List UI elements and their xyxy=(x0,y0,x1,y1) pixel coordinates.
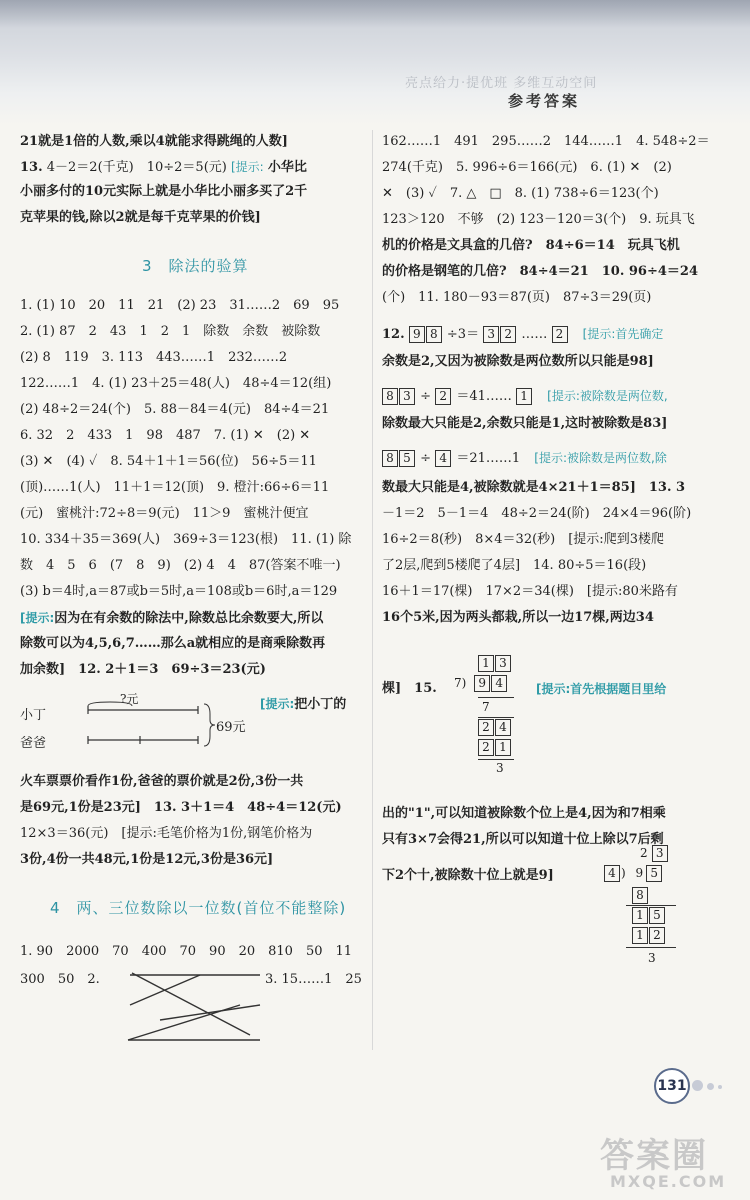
decor-dot xyxy=(707,1083,714,1090)
text-line: 出的"1",可以知道被除数个位上是4,因为和7相乘 xyxy=(382,806,666,821)
text-line: (个) 11. 180－93＝87(页) 87÷3＝29(页) xyxy=(382,290,652,305)
long-division-1: 1 3 7) 9 4 7 2 4 2 1 3 xyxy=(454,655,534,780)
text-line: 数最大只能是4,被除数就是4×21＋1＝85] 13. 3 xyxy=(382,480,686,495)
text-line: 棵] 15. xyxy=(382,681,437,696)
text-line: 除数可以为4,5,6,7……那么a就相应的是商乘除数再 xyxy=(20,636,326,651)
text-line: 了2层,爬到5楼爬了4层] 14. 80÷5＝16(段) xyxy=(382,558,647,573)
text-line: 下2个十,被除数十位上就是9] xyxy=(382,868,554,883)
text-line: 1. 90 2000 70 400 70 90 20 810 50 11 xyxy=(20,944,353,959)
text-line: 机的价格是文具盒的几倍? 84÷6＝14 玩具飞机 xyxy=(382,238,680,253)
text-line: 余数是2,又因为被除数是两位数所以只能是98] xyxy=(382,354,654,369)
watermark-logo: 答案圈 xyxy=(600,1136,708,1176)
text-line: 的价格是钢笔的几倍? 84÷4＝21 10. 96÷4＝24 xyxy=(382,264,698,279)
section-title-3: 3 除法的验算 xyxy=(142,257,249,275)
series-title: 亮点给力·提优班 多维互动空间 xyxy=(405,76,598,91)
division-row-c: 8 5 ÷ 4 ＝21……1 [提示:被除数是两位数,除 xyxy=(382,449,667,468)
diagram-label-baba: 爸爸 xyxy=(20,736,47,751)
text-line: 300 50 2. xyxy=(20,972,100,987)
text-line: 21就是1倍的人数,乘以4就能求得跳绳的人数] xyxy=(20,134,288,149)
text-line: 1. (1) 10 20 11 21 (2) 23 31……2 69 95 xyxy=(20,298,340,313)
text-line: 3. 15……1 25 xyxy=(265,972,362,987)
text-line: 16÷2＝8(秒) 8×4＝32(秒) [提示:爬到3楼爬 xyxy=(382,532,664,547)
text-line: 274(千克) 5. 996÷6＝166(元) 6. (1) ✕ (2) xyxy=(382,160,672,175)
text-line: 除数最大只能是2,余数只能是1,这时被除数是83] xyxy=(382,416,668,431)
diagram-label-xiaoding: 小丁 xyxy=(20,708,47,723)
section-title-4: 4 两、三位数除以一位数(首位不能整除) xyxy=(50,899,347,917)
text-line: 122……1 4. (1) 23＋25＝48(人) 48÷4＝12(组) xyxy=(20,376,332,391)
text-line: 16个5米,因为两头都栽,所以一边17棵,两边34 xyxy=(382,610,654,625)
text-line: 3份,4份一共48元,1份是12元,3份是36元] xyxy=(20,852,274,867)
text-line: －1＝2 5－1＝4 48÷2＝24(阶) 24×4＝96(阶) xyxy=(382,506,692,521)
text-line: 是69元,1份是23元] 13. 3＋1＝4 48÷4＝12(元) xyxy=(20,800,342,815)
division-row-12: 12. 9 8 ÷3＝ 3 2 …… 2 [提示:首先确定 xyxy=(382,327,664,342)
page-number: 131 xyxy=(654,1068,690,1104)
text-line: ✕ (3) ✓ 7. △ □ 8. (1) 738÷6＝123(个) xyxy=(382,186,659,201)
segment-diagram xyxy=(20,690,260,750)
decor-dot xyxy=(718,1085,722,1089)
text-line: 火车票票价看作1份,爸爸的票价就是2份,3份一共 xyxy=(20,774,304,789)
text-line: 只有3×7会得21,所以可以知道十位上除以7后剩 xyxy=(382,832,664,847)
text-line: 123＞120 不够 (2) 123－120＝3(个) 9. 玩具飞 xyxy=(382,212,695,227)
text-line: 10. 334＋35＝369(人) 369÷3＝123(根) 11. (1) 除 xyxy=(20,532,352,547)
text-line: 6. 32 2 433 1 98 487 7. (1) ✕ (2) ✕ xyxy=(20,428,311,443)
column-divider xyxy=(372,130,373,1050)
text-line: [提示:把小丁的 xyxy=(260,697,347,712)
text-line: (元) 蜜桃汁:72÷8＝9(元) 11＞9 蜜桃汁便宜 xyxy=(20,506,309,521)
division-row-b: 8 3 ÷ 2 ＝41…… 1 [提示:被除数是两位数, xyxy=(382,387,668,406)
text-line: 16＋1＝17(棵) 17×2＝34(棵) [提示:80米路有 xyxy=(382,584,678,599)
text-line: [提示:首先根据题目里给 xyxy=(536,682,667,696)
text-line: (2) 48÷2＝24(个) 5. 88－84＝4(元) 84÷4＝21 xyxy=(20,402,330,417)
text-line: 数 4 5 6 (7 8 9) (2) 4 4 87(答案不唯一) xyxy=(20,558,341,573)
text-line: (2) 8 119 3. 113 443……1 232……2 xyxy=(20,350,288,365)
matching-lines xyxy=(120,965,270,1055)
text-line: 13. 4－2＝2(千克) 10÷2＝5(元) [提示: 小华比 xyxy=(20,160,307,175)
watermark-url: MXQE.COM xyxy=(610,1172,727,1191)
text-line: [提示:因为在有余数的除法中,除数总比余数要大,所以 xyxy=(20,611,324,626)
text-line: 克苹果的钱,除以2就是每千克苹果的价钱] xyxy=(20,210,261,225)
text-line: (3) b＝4时,a＝87或b＝5时,a＝108或b＝6时,a＝129 xyxy=(20,584,338,599)
text-line: 加余数] 12. 2＋1＝3 69÷3＝23(元) xyxy=(20,662,266,677)
text-line: 12×3＝36(元) [提示:毛笔价格为1份,钢笔价格为 xyxy=(20,826,313,841)
long-division-2: 2 3 4 ) 9 5 8 1 5 1 2 3 xyxy=(604,845,694,970)
page-title: 参考答案 xyxy=(508,92,581,110)
text-line: 小丽多付的10元实际上就是小华比小丽多买了2千 xyxy=(20,184,308,199)
scan-shadow xyxy=(0,0,750,28)
text-line: 162……1 491 295……2 144……1 4. 548÷2＝ xyxy=(382,134,710,149)
diagram-total: 69元 xyxy=(216,720,246,735)
text-line: 2. (1) 87 2 43 1 2 1 除数 余数 被除数 xyxy=(20,324,321,339)
text-line: (3) ✕ (4) ✓ 8. 54＋1＋1＝56(位) 56÷5＝11 xyxy=(20,454,317,469)
diagram-question: ?元 xyxy=(120,692,139,706)
decor-dot xyxy=(692,1080,703,1091)
text-line: (顶)……1(人) 11＋1＝12(顶) 9. 橙汁:66÷6＝11 xyxy=(20,480,330,495)
